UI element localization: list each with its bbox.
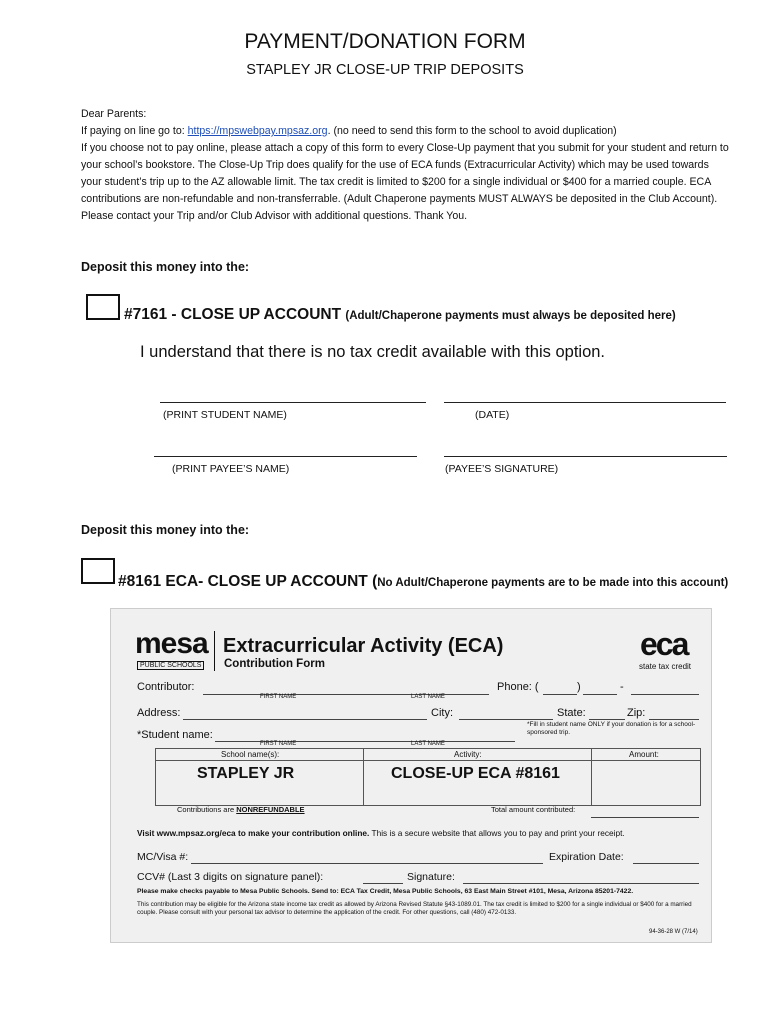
eca-contribution-form	[110, 608, 712, 943]
eca-signature-label: Signature:	[407, 871, 455, 883]
mesa-logo-sub: PUBLIC SCHOOLS	[137, 661, 204, 670]
payee-signature-line[interactable]	[444, 456, 727, 457]
phone-dash: -	[620, 681, 624, 693]
page-subtitle: STAPLEY JR CLOSE-UP TRIP DEPOSITS	[246, 62, 524, 78]
phone-close: )	[577, 681, 581, 693]
address-line[interactable]	[183, 719, 427, 720]
last-name-label-2: LAST NAME	[411, 741, 445, 747]
phone-prefix-line[interactable]	[583, 694, 617, 695]
eca-logo-sub: state tax credit	[639, 662, 692, 671]
date-label: (DATE)	[475, 409, 510, 421]
last-name-label: LAST NAME	[411, 694, 445, 700]
table-divider-1	[363, 748, 364, 806]
zip-label: Zip:	[627, 707, 646, 719]
fill-note: *Fill in student name ONLY if your donation is for a school-sponsored trip.	[527, 721, 696, 736]
payee-signature-label: (PAYEE’S SIGNATURE)	[445, 463, 559, 475]
amount-header: Amount:	[629, 750, 659, 759]
visit-online-note	[137, 828, 707, 838]
account-7161	[124, 306, 676, 324]
contributor-label: Contributor:	[137, 681, 195, 693]
payee-name-label: (PRINT PAYEE’S NAME)	[172, 463, 290, 475]
phone-label: Phone: (	[497, 681, 539, 693]
greeting: Dear Parents:	[81, 108, 147, 120]
deposit-label-1: Deposit this money into the:	[81, 260, 250, 274]
eca-form-title: Extracurricular Activity (ECA)	[223, 635, 504, 657]
total-label: Total amount contributed:	[491, 805, 576, 814]
expiration-label: Expiration Date:	[549, 851, 624, 863]
state-label: State:	[557, 707, 586, 719]
student-name-label-eca: *Student name:	[137, 729, 213, 741]
city-line[interactable]	[459, 719, 553, 720]
online-suffix: . (no need to send this form to the school to avoid duplication)	[327, 125, 617, 137]
eca-signature-line[interactable]	[463, 883, 699, 884]
checks-payable-note: Please make checks payable to Mesa Public Schools. Send to: ECA Tax Credit, Mesa Public Schools, 63 East Main Street #101, Mesa, Arizona 85201-7422.	[137, 888, 634, 895]
tax-credit-notice: I understand that there is no tax credit available with this option.	[140, 343, 606, 361]
payment-link[interactable]: https://mpswebpay.mpsaz.org	[187, 125, 328, 137]
activity-header: Activity:	[454, 750, 482, 759]
address-label: Address:	[137, 707, 181, 719]
phone-area-line[interactable]	[543, 694, 577, 695]
visit-online-rest: This is a secure website that allows you to pay and print your receipt.	[371, 828, 625, 838]
fine-print: This contribution may be eligible for the Arizona state income tax credit as allowed by Arizona Revised Statute §43-1089.01. The tax credit is limited to $200 for a single individual or $400 for a married couple. Please consult with your personal tax advisor to determine the application of the credit. For other questions, call (480) 472-0133.	[137, 901, 692, 916]
first-name-label: FIRST NAME	[260, 694, 297, 700]
account-8161	[118, 573, 728, 591]
total-line[interactable]	[591, 817, 699, 818]
account-8161-label: #8161 ECA- CLOSE UP ACCOUNT (	[118, 573, 378, 590]
ccv-label: CCV# (Last 3 digits on signature panel):	[137, 871, 324, 883]
payee-name-line[interactable]	[154, 456, 417, 457]
phone-line-number[interactable]	[631, 694, 699, 695]
visit-online-bold: Visit www.mpsaz.org/eca to make your contribution online.	[137, 828, 370, 838]
logo-divider	[214, 631, 215, 671]
eca-logo: eca	[640, 626, 688, 662]
nonrefundable-prefix: Contributions are	[177, 805, 235, 814]
mesa-logo: mesa	[135, 627, 208, 660]
intro-text	[81, 106, 731, 225]
checkbox-7161[interactable]	[86, 294, 120, 320]
school-names-header: School name(s):	[221, 750, 280, 759]
account-7161-label: #7161 - CLOSE UP ACCOUNT	[124, 306, 342, 323]
zip-line[interactable]	[649, 719, 699, 720]
deposit-label-2: Deposit this money into the:	[81, 523, 250, 537]
activity-value: CLOSE-UP ECA #8161	[391, 765, 560, 782]
nonrefundable-word: NONREFUNDABLE	[236, 805, 305, 814]
nonrefundable-note	[177, 805, 305, 814]
school-value: STAPLEY JR	[197, 765, 295, 782]
online-prefix: If paying on line go to:	[81, 125, 185, 137]
student-name-label: (PRINT STUDENT NAME)	[163, 409, 287, 421]
intro-body: If you choose not to pay online, please attach a copy of this form to every Close-Up payment that you submit for your student and return to your school’s bookstore. The Close-Up Trip does qualify for the use of ECA funds (Extracurricular Activity) which may be used towards your student’s trip up to the AZ allowable limit. The tax credit is limited to $200 for a single individual or $400 for a married couple. ECA contributions are non-refundable and non-transferrable. (Adult Chaperone payments MUST ALWAYS be deposited in the Club Account). Please contact your Trip and/or Club Advisor with additional questions. Thank You.	[81, 142, 729, 222]
checkbox-8161[interactable]	[81, 558, 115, 584]
table-header-rule	[155, 760, 701, 761]
date-line[interactable]	[444, 402, 726, 403]
student-name-line[interactable]	[160, 402, 426, 403]
first-name-label-2: FIRST NAME	[260, 741, 297, 747]
page-title: PAYMENT/DONATION FORM	[244, 30, 526, 53]
online-line	[81, 123, 731, 140]
account-8161-note: No Adult/Chaperone payments are to be made into this account)	[377, 577, 729, 589]
mc-visa-line[interactable]	[191, 863, 543, 864]
table-divider-2	[591, 748, 592, 806]
state-line[interactable]	[589, 719, 625, 720]
ccv-line[interactable]	[363, 883, 403, 884]
account-7161-note: (Adult/Chaperone payments must always be deposited here)	[345, 310, 676, 322]
contributor-line[interactable]	[203, 694, 489, 695]
form-code: 94-36-28 W (7/14)	[649, 929, 698, 935]
eca-form-subtitle: Contribution Form	[224, 658, 325, 670]
mc-visa-label: MC/Visa #:	[137, 851, 189, 863]
expiration-line[interactable]	[633, 863, 699, 864]
city-label: City:	[431, 707, 453, 719]
